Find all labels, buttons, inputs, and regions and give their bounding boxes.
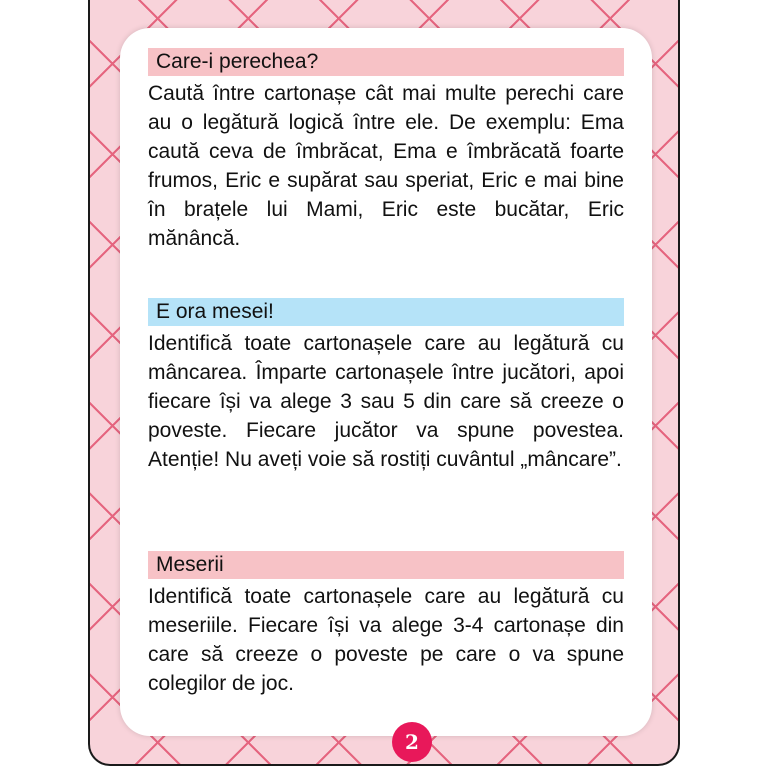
section-care-i-perechea: [148, 48, 624, 253]
game-card: [88, 0, 680, 766]
section-meserii: [148, 551, 624, 698]
page-number-badge: 2: [392, 722, 432, 762]
section-heading: Meserii: [148, 551, 624, 579]
content-panel: [120, 28, 652, 754]
section-heading: Care-i perechea?: [148, 48, 624, 76]
section-text: Caută între cartonașe cât mai multe perechi care au o legătură logică între ele. De exemplu: Ema caută ceva de îmbrăcat, Ema e îmbrăcată foarte frumos, Eric e supărat sau speriat, Eric e mai bine în brațele lui Mami, Eric este bucătar, Eric mănâncă.: [148, 82, 624, 250]
section-heading: E ora mesei!: [148, 298, 624, 326]
section-text: Identifică toate cartonașele care au legătură cu meseriile. Fiecare își va alege 3-4 cartonașe din care să creeze o poveste pe care o va spune colegilor de joc.: [148, 585, 624, 695]
section-e-ora-mesei: [148, 298, 624, 474]
section-text: Identifică toate cartonașele care au legătură cu mâncarea. Împarte cartonașele între jucători, apoi fiecare își va alege 3 sau 5 din care să creeze o poveste. Fiecare jucător va spune povestea. Atenție! Nu aveți voie să rostiți cuvântul „mâncare”.: [148, 332, 624, 471]
